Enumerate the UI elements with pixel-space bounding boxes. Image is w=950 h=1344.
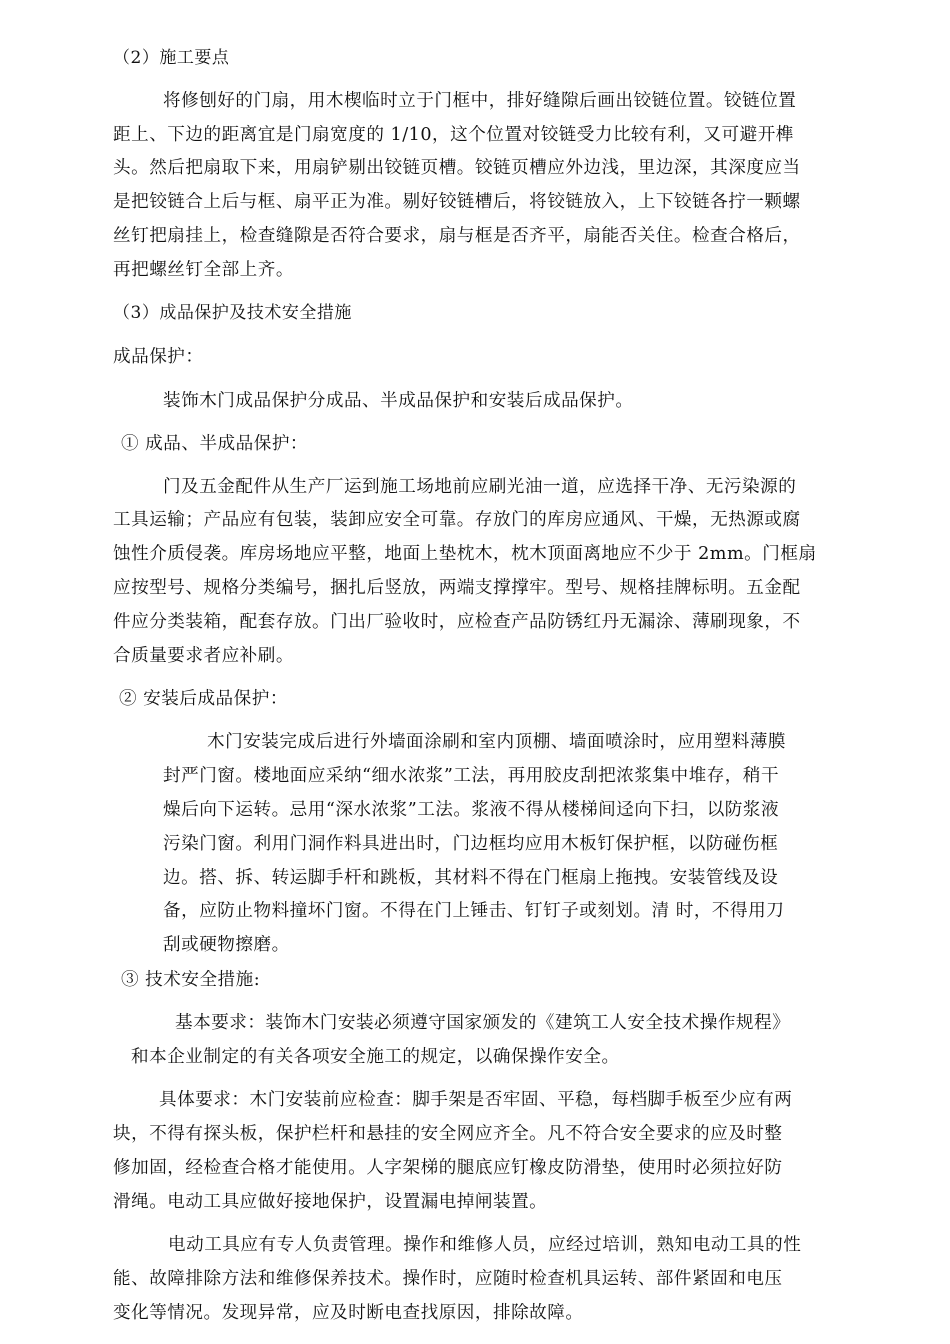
paragraph-line: 块，不得有探头板，保护栏杆和悬挂的安全网应齐全。凡不符合安全要求的应及时整 (113, 1124, 783, 1144)
paragraph-line: 具体要求：木门安装前应检查：脚手架是否牢固、平稳，每档脚手板至少应有两 (159, 1090, 793, 1110)
paragraph-line: 封严门窗。楼地面应采纳“细水浓浆”工法，再用胶皮刮把浓浆集中堆存，稍干 (163, 766, 780, 786)
paragraph-line: 应按型号、规格分类编号，捆扎后竖放，两端支撑撑牢。型号、规格挂牌标明。五金配 (113, 578, 801, 598)
paragraph-line: 备，应防止物料撞坏门窗。不得在门上锤击、钉钉子或刻划。清 时，不得用刀 (163, 901, 785, 921)
paragraph-line: 蚀性介质侵袭。库房场地应平整，地面上垫枕木，枕木顶面离地应不少于 2mm。门框扇 (113, 544, 817, 564)
numbered-heading-2: ② 安装后成品保护： (119, 689, 288, 709)
paragraph-line: 门及五金配件从生产厂运到施工场地前应刷光油一道，应选择干净、无污染源的 (163, 477, 797, 497)
paragraph-line: 装饰木门成品保护分成品、半成品保护和安装后成品保护。 (163, 391, 634, 411)
paragraph-line: 刮或硬物擦磨。 (163, 935, 290, 955)
section-heading-protection-safety: （3）成品保护及技术安全措施 (113, 303, 352, 323)
paragraph-line: 基本要求：装饰木门安装必须遵守国家颁发的《建筑工人安全技术操作规程》 (175, 1013, 791, 1033)
paragraph-line: 变化等情况。发现异常，应及时断电查找原因，排除故障。 (113, 1303, 584, 1323)
paragraph-line: 件应分类装箱，配套存放。门出厂验收时，应检查产品防锈红丹无漏涂、薄刷现象，不 (113, 612, 801, 632)
numbered-heading-3: ③ 技术安全措施: (121, 970, 261, 990)
subheading-product-protection: 成品保护： (113, 347, 204, 367)
paragraph-line: 工具运输；产品应有包装，装卸应安全可靠。存放门的库房应通风、干燥，无热源或腐 (113, 510, 801, 530)
paragraph-line: 电动工具应有专人负责管理。操作和维修人员，应经过培训，熟知电动工具的性 (168, 1235, 802, 1255)
paragraph-line: 再把螺丝钉全部上齐。 (113, 260, 294, 280)
paragraph-line: 修加固，经检查合格才能使用。人字架梯的腿底应钉橡皮防滑垫，使用时必须拉好防 (113, 1158, 783, 1178)
paragraph-line: 是把铰链合上后与框、扇平正为准。剔好铰链槽后，将铰链放入，上下铰链各拧一颗螺 (113, 192, 801, 212)
paragraph-line: 能、故障排除方法和维修保养技术。操作时，应随时检查机具运转、部件紧固和电压 (113, 1269, 783, 1289)
paragraph-line: 木门安装完成后进行外墙面涂刷和室内顶棚、墙面喷涂时，应用塑料薄膜 (207, 732, 787, 752)
paragraph-line: 污染门窗。利用门洞作料具进出时，门边框均应用木板钉保护框，以防碰伤框 (163, 834, 779, 854)
paragraph-line: 和本企业制定的有关各项安全施工的规定，以确保操作安全。 (131, 1047, 620, 1067)
numbered-heading-1: ① 成品、半成品保护： (121, 434, 309, 454)
paragraph-line: 合质量要求者应补刷。 (113, 646, 294, 666)
paragraph-line: 边。搭、拆、转运脚手杆和跳板，其材料不得在门框扇上拖拽。安装管线及设 (163, 868, 779, 888)
paragraph-line: 燥后向下运转。忌用“深水浓浆”工法。浆液不得从楼梯间迳向下扫，以防浆液 (163, 800, 780, 820)
paragraph-line: 距上、下边的距离宜是门扇宽度的 1/10，这个位置对铰链受力比较有利，又可避开榫 (113, 125, 794, 145)
paragraph-line: 滑绳。电动工具应做好接地保护，设置漏电掉闸装置。 (113, 1192, 548, 1212)
paragraph-line: 丝钉把扇挂上，检查缝隙是否符合要求，扇与框是否齐平，扇能否关住。检查合格后， (113, 226, 801, 246)
section-heading-construction-points: （2）施工要点 (113, 48, 230, 68)
paragraph-line: 将修刨好的门扇，用木楔临时立于门框中，排好缝隙后画出铰链位置。铰链位置 (163, 91, 797, 111)
paragraph-line: 头。然后把扇取下来，用扇铲剔出铰链页槽。铰链页槽应外边浅，里边深，其深度应当 (113, 158, 801, 178)
